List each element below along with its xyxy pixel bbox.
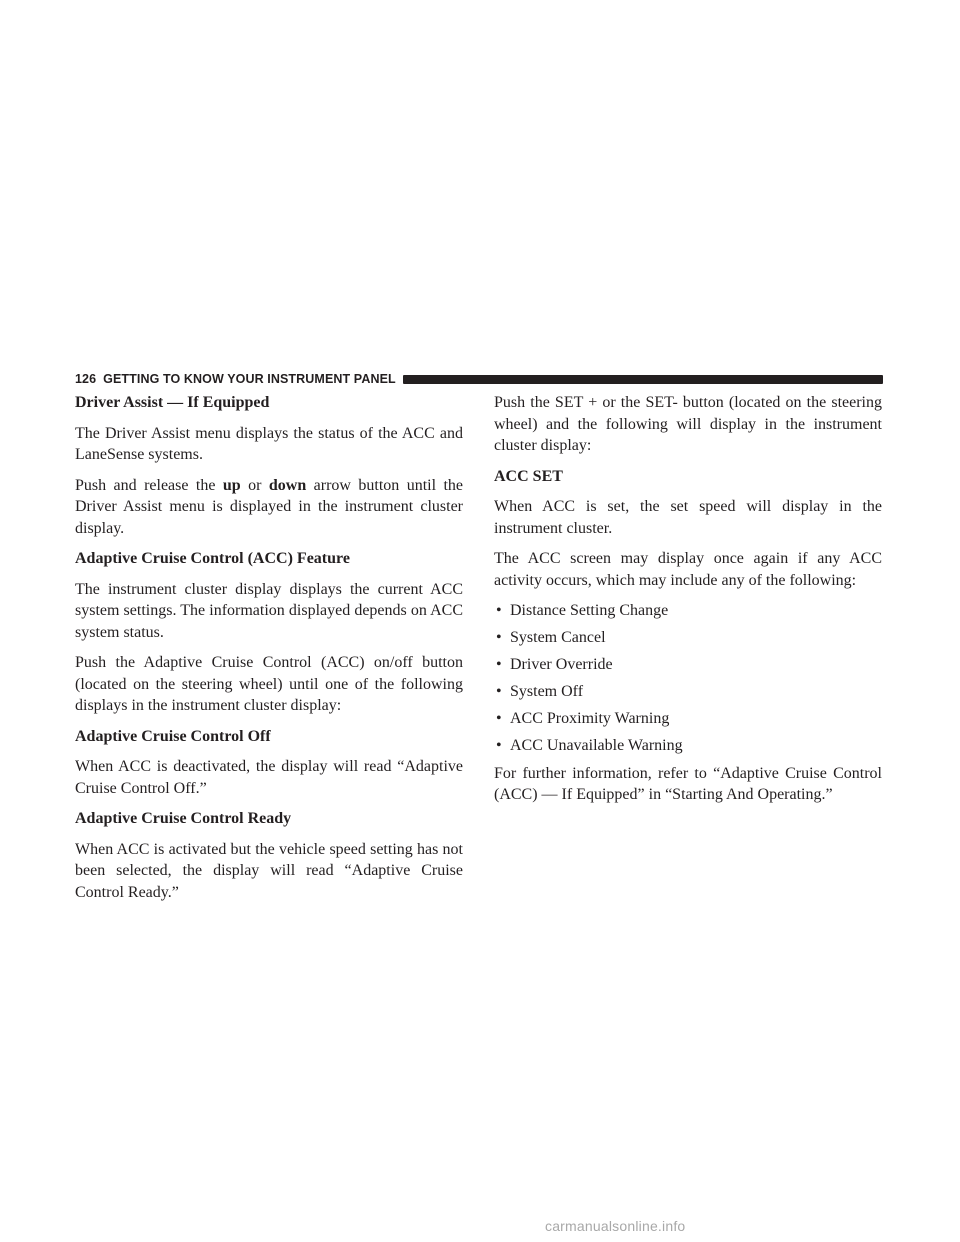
paragraph-acc-set: When ACC is set, the set speed will display in the instrument cluster. bbox=[494, 498, 882, 537]
push-release-text-after: arrow button until the Driver Assist menu is displayed in the instrument cluster display. bbox=[75, 476, 463, 537]
list-item: • ACC Unavailable Warning bbox=[494, 735, 882, 757]
paragraph-acc-ready: When ACC is activated but the vehicle speed setting has not been selected, the display will read “Adaptive Cruise Control Ready.” bbox=[75, 840, 463, 901]
acc-activity-list bbox=[494, 600, 882, 757]
heading-acc-set: ACC SET bbox=[494, 467, 563, 485]
paragraph-driver-assist-menu: The Driver Assist menu displays the status of the ACC and LaneSense systems. bbox=[75, 424, 463, 463]
watermark: carmanualsonline.info bbox=[545, 1218, 686, 1234]
heading-acc-feature: Adaptive Cruise Control (ACC) Feature bbox=[75, 550, 350, 567]
list-item: • System Off bbox=[494, 681, 882, 703]
list-item: • System Cancel bbox=[494, 627, 882, 649]
page-number: 126 bbox=[75, 372, 97, 386]
section-title: GETTING TO KNOW YOUR INSTRUMENT PANEL bbox=[103, 372, 396, 386]
push-release-text-or: or bbox=[240, 476, 269, 494]
header-rule bbox=[403, 375, 883, 384]
heading-driver-assist: Driver Assist — If Equipped bbox=[75, 394, 270, 411]
page-header bbox=[75, 370, 883, 388]
down-keyword: down bbox=[268, 476, 307, 494]
paragraph-further-info: For further information, refer to “Adaptive Cruise Control (ACC) — If Equipped” in “Starting And Operating.” bbox=[494, 764, 882, 803]
right-column bbox=[494, 392, 882, 815]
up-keyword: up bbox=[222, 476, 241, 494]
paragraph-cluster-display: The instrument cluster display displays the current ACC system settings. The information displayed depends on ACC system status. bbox=[75, 580, 463, 641]
paragraph-push-acc-button: Push the Adaptive Cruise Control (ACC) on/off button (located on the steering wheel) until one of the following displays in the instrument cluster display: bbox=[75, 654, 463, 714]
paragraph-acc-screen: The ACC screen may display once again if any ACC activity occurs, which may include any of the following: bbox=[494, 550, 882, 589]
heading-acc-off: Adaptive Cruise Control Off bbox=[75, 727, 271, 745]
heading-acc-ready: Adaptive Cruise Control Ready bbox=[75, 810, 292, 827]
paragraph-acc-off: When ACC is deactivated, the display will read “Adaptive Cruise Control Off.” bbox=[75, 758, 463, 797]
left-column bbox=[75, 392, 463, 912]
list-item: • Driver Override bbox=[494, 654, 882, 676]
push-release-text-before: Push and release the bbox=[75, 476, 223, 494]
paragraph-push-set: Push the SET + or the SET- button (located on the steering wheel) and the following will display in the instrument cluster display: bbox=[494, 394, 882, 454]
paragraph-push-release bbox=[75, 475, 463, 540]
list-item: • ACC Proximity Warning bbox=[494, 708, 882, 730]
list-item: • Distance Setting Change bbox=[494, 600, 882, 622]
